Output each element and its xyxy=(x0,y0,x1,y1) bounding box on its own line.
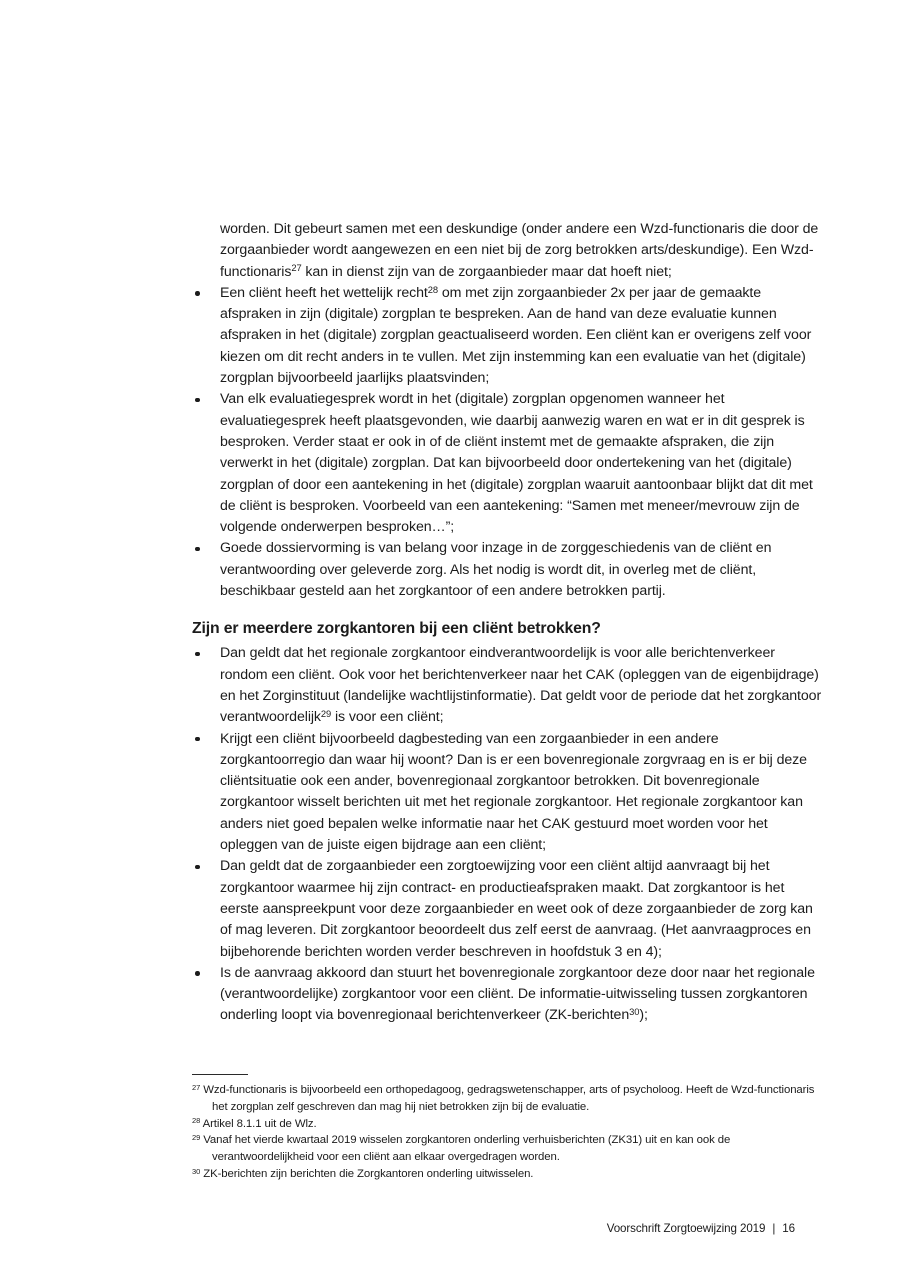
bullet-icon xyxy=(195,737,200,742)
footnote-separator-rule xyxy=(192,1074,248,1075)
bullet-icon xyxy=(195,398,200,403)
footnote-number: 30 xyxy=(192,1166,201,1176)
footer-title: Voorschrift Zorgtoewijzing 2019 xyxy=(606,1222,766,1235)
footer-separator: | xyxy=(772,1222,776,1235)
footnotes-section xyxy=(192,1074,832,1183)
footnote-ref: 28 xyxy=(427,284,438,295)
page-content xyxy=(192,219,822,1027)
bullet-icon xyxy=(195,971,200,976)
footnote: $^{27}$ Wzd-functionaris is bijvoorbeeld een orthopedagoog, gedragswetenschapper, arts of psycholoog. Heeft de Wzd-functionaris het zorgplan zelf geschreven dan mag hij niet betrokken zijn bij de evaluatie. xyxy=(192,1082,815,1113)
body-text xyxy=(192,219,822,1027)
footnote: $^{30}$ ZK-berichten zijn berichten die Zorgkantoren onderling uitwisselen. xyxy=(192,1166,534,1180)
bullet-item xyxy=(192,538,822,602)
footnote-number: 28 xyxy=(192,1116,201,1126)
bullet-item xyxy=(192,729,822,857)
footnote-list xyxy=(192,1082,832,1183)
bullet-icon xyxy=(195,865,200,870)
paragraph-text: Dan geldt dat het regionale zorgkantoor eindverantwoordelijk is voor alle berichtenverkeer rondom een cliënt. Ook voor het berichtenverkeer naar het CAK (opleggen van de eigenbijdrage) en het Zorginstituut (landelijke wachtlijstinformatie). Dat geldt voor de periode dat het zorgkantoor verantwoordelijk$^{29}$ is voor een cliënt; xyxy=(220,645,822,726)
footnote: $^{29}$ Vanaf het vierde kwartaal 2019 wisselen zorgkantoren onderling verhuisberichten (ZK31) uit en kan ook de verantwoordelijkheid voor een cliënt aan elkaar overgedragen worden. xyxy=(192,1133,731,1164)
paragraph-text: Krijgt een cliënt bijvoorbeeld dagbesteding van een zorgaanbieder in een andere zorgkantoorregio dan waar hij woont? Dan is er een bovenregionale zorgvraag en is er bij deze cliëntsituatie ook een ander, bovenregionaal zorgkantoor betrokken. Dit bovenregionale zorgkantoor wisselt berichten uit met het regionale zorgkantoor. Het regionale zorgkantoor kan anders niet goed bepalen welke informatie naar het CAK gestuurd moet worden voor het opleggen van de juiste eigen bijdrage aan een cliënt; xyxy=(220,730,807,854)
section-heading: Zijn er meerdere zorgkantoren bij een cliënt betrokken? xyxy=(192,620,601,638)
bullet-icon xyxy=(195,291,200,296)
footnote-ref: 30 xyxy=(629,1007,640,1018)
footnote-number: 27 xyxy=(192,1082,201,1092)
bullet-icon xyxy=(195,547,200,552)
bullet-item xyxy=(192,963,822,1027)
paragraph-text: worden. Dit gebeurt samen met een deskundige (onder andere een Wzd-functionaris die door de zorgaanbieder wordt aangewezen en een niet bij de zorg betrokken arts/deskundige). Een Wzd-functionaris$^{27}$ kan in dienst zijn van de zorgaanbieder maar dat hoeft niet; xyxy=(220,221,819,280)
paragraph-continuation xyxy=(192,219,822,283)
paragraph-text: Een cliënt heeft het wettelijk recht$^{28}$ om met zijn zorgaanbieder 2x per jaar de gemaakte afspraken in zijn (digitale) zorgplan te bespreken. Aan de hand van deze evaluatie kunnen afspraken in het (digitale) zorgplan geactualiseerd worden. Een cliënt kan er overigens zelf voor kiezen om dit recht anders in te vullen. Met zijn instemming kan een evaluatie van het (digitale) zorgplan bijvoorbeeld jaarlijks plaatsvinden; xyxy=(220,284,812,387)
paragraph-text: Van elk evaluatiegesprek wordt in het (digitale) zorgplan opgenomen wanneer het evaluatiegesprek heeft plaatsgevonden, wie daarbij aanwezig waren en wat er in dit gesprek is besproken. Verder staat er ook in of de cliënt instemt met de gemaakte afspraken, die zijn verwerkt in het (digitale) zorgplan. Dat kan bijvoorbeeld door ondertekening van het (digitale) zorgplan of door een aantekening in het (digitale) zorgplan waaruit aantoonbaar blijkt dat dit met de cliënt is besproken. Voorbeeld van een aantekening: “Samen met meneer/mevrouw zijn de volgende onderwerpen besproken…”; xyxy=(220,391,813,536)
footnote-number: 29 xyxy=(192,1133,201,1143)
footnote-ref: 29 xyxy=(320,709,332,720)
paragraph-text: Dan geldt dat de zorgaanbieder een zorgtoewijzing voor een cliënt altijd aanvraagt bij het zorgkantoor waarmee hij zijn contract- en productieafspraken maakt. Dat zorgkantoor is het eerste aanspreekpunt voor deze zorgaanbieder en weet ook of deze zorgaanbieder de zorg kan of mag leveren. Dit zorgkantoor beoordeelt dus zelf eerst de aanvraag. (Het aanvraagproces en bijbehorende berichten worden verder beschreven in hoofdstuk 3 en 4); xyxy=(220,858,813,960)
bullet-icon xyxy=(195,652,200,657)
paragraph-text: Is de aanvraag akkoord dan stuurt het bovenregionale zorgkantoor deze door naar het regionale (verantwoordelijke) zorgkantoor voor een cliënt. De informatie-uitwisseling tussen zorgkantoren onderling loopt via bovenregionaal berichtenverkeer (ZK-berichten$^{30}$); xyxy=(220,964,815,1024)
footnote-ref: 27 xyxy=(291,263,302,274)
bullet-item xyxy=(192,283,822,389)
bullet-item xyxy=(192,643,822,728)
page-footer xyxy=(607,1222,795,1235)
bullet-item xyxy=(192,856,822,962)
bullet-item xyxy=(192,389,822,538)
footnote: $^{28}$ Artikel 8.1.1 uit de Wlz. xyxy=(192,1116,317,1130)
paragraph-text: Goede dossiervorming is van belang voor inzage in de zorggeschiedenis van de cliënt en verantwoording over geleverde zorg. Als het nodig is wordt dit, in overleg met de cliënt, beschikbaar gesteld aan het zorgkantoor of een andere betrokken partij. xyxy=(220,540,772,600)
page-number: 16 xyxy=(782,1222,795,1235)
